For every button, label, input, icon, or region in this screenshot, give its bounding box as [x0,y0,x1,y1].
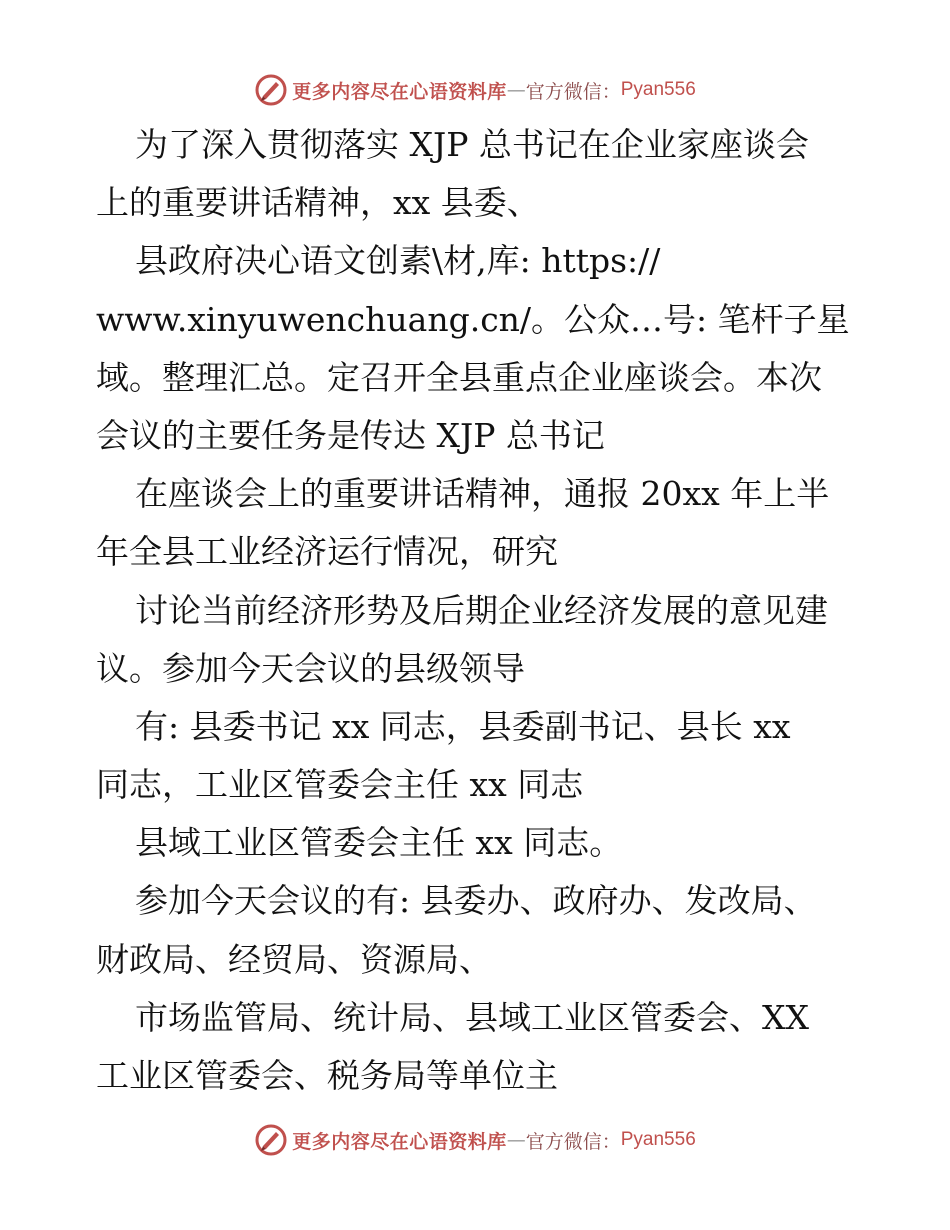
body-line: 域。整理汇总。定召开全县重点企业座谈会。本次 [96,357,822,397]
watermark-wechat-id: Pyan556 [620,79,696,100]
body-line: www.xinyuwenchuang.cn/。公众…号: 笔杆子星 [96,299,850,339]
pen-logo-icon [254,73,288,107]
body-line: 工业区管委会、税务局等单位主 [96,1056,558,1095]
watermark-text: 更多内容尽在心语资料库 [292,80,507,103]
body-line: 在座谈会上的重要讲话精神，通报 20xx 年上半 [135,474,830,514]
body-line: 县政府决心语文创素\材,库: https:// [135,241,661,281]
watermark-wechat-label: 官方微信： [525,80,621,103]
body-line: 同志，工业区管委会主任 xx 同志 [96,765,584,805]
body-line: 为了深入贯彻落实 XJP 总书记在企业家座谈会 [135,125,809,164]
body-line: 市场监管局、统计局、县域工业区管委会、XX [135,997,809,1037]
body-line: 财政局、经贸局、资源局、 [96,939,492,979]
body-line: 讨论当前经济形势及后期企业经济发展的意见建 [135,590,828,630]
watermark-text: 更多内容尽在心语资料库 [292,1130,507,1153]
body-line: 有: 县委书记 xx 同志，县委副书记、县长 xx [135,706,791,746]
watermark-dash: — [506,79,526,101]
pen-logo-icon [254,1123,288,1157]
watermark-dash: — [506,1129,526,1151]
header-watermark [0,70,950,110]
body-line: 上的重要讲话精神，xx 县委、 [96,183,540,223]
watermark-wechat-label: 官方微信： [525,1130,621,1153]
body-line: 年全县工业经济运行情况，研究 [96,532,558,572]
body-line: 议。参加今天会议的县级领导 [96,648,525,688]
footer-watermark [0,1120,950,1160]
body-line: 会议的主要任务是传达 XJP 总书记 [96,415,605,455]
document-body [96,116,866,1105]
watermark-wechat-id: Pyan556 [620,1129,696,1150]
body-line: 县域工业区管委会主任 xx 同志。 [135,823,623,863]
body-line: 参加今天会议的有: 县委办、政府办、发改局、 [135,881,817,921]
